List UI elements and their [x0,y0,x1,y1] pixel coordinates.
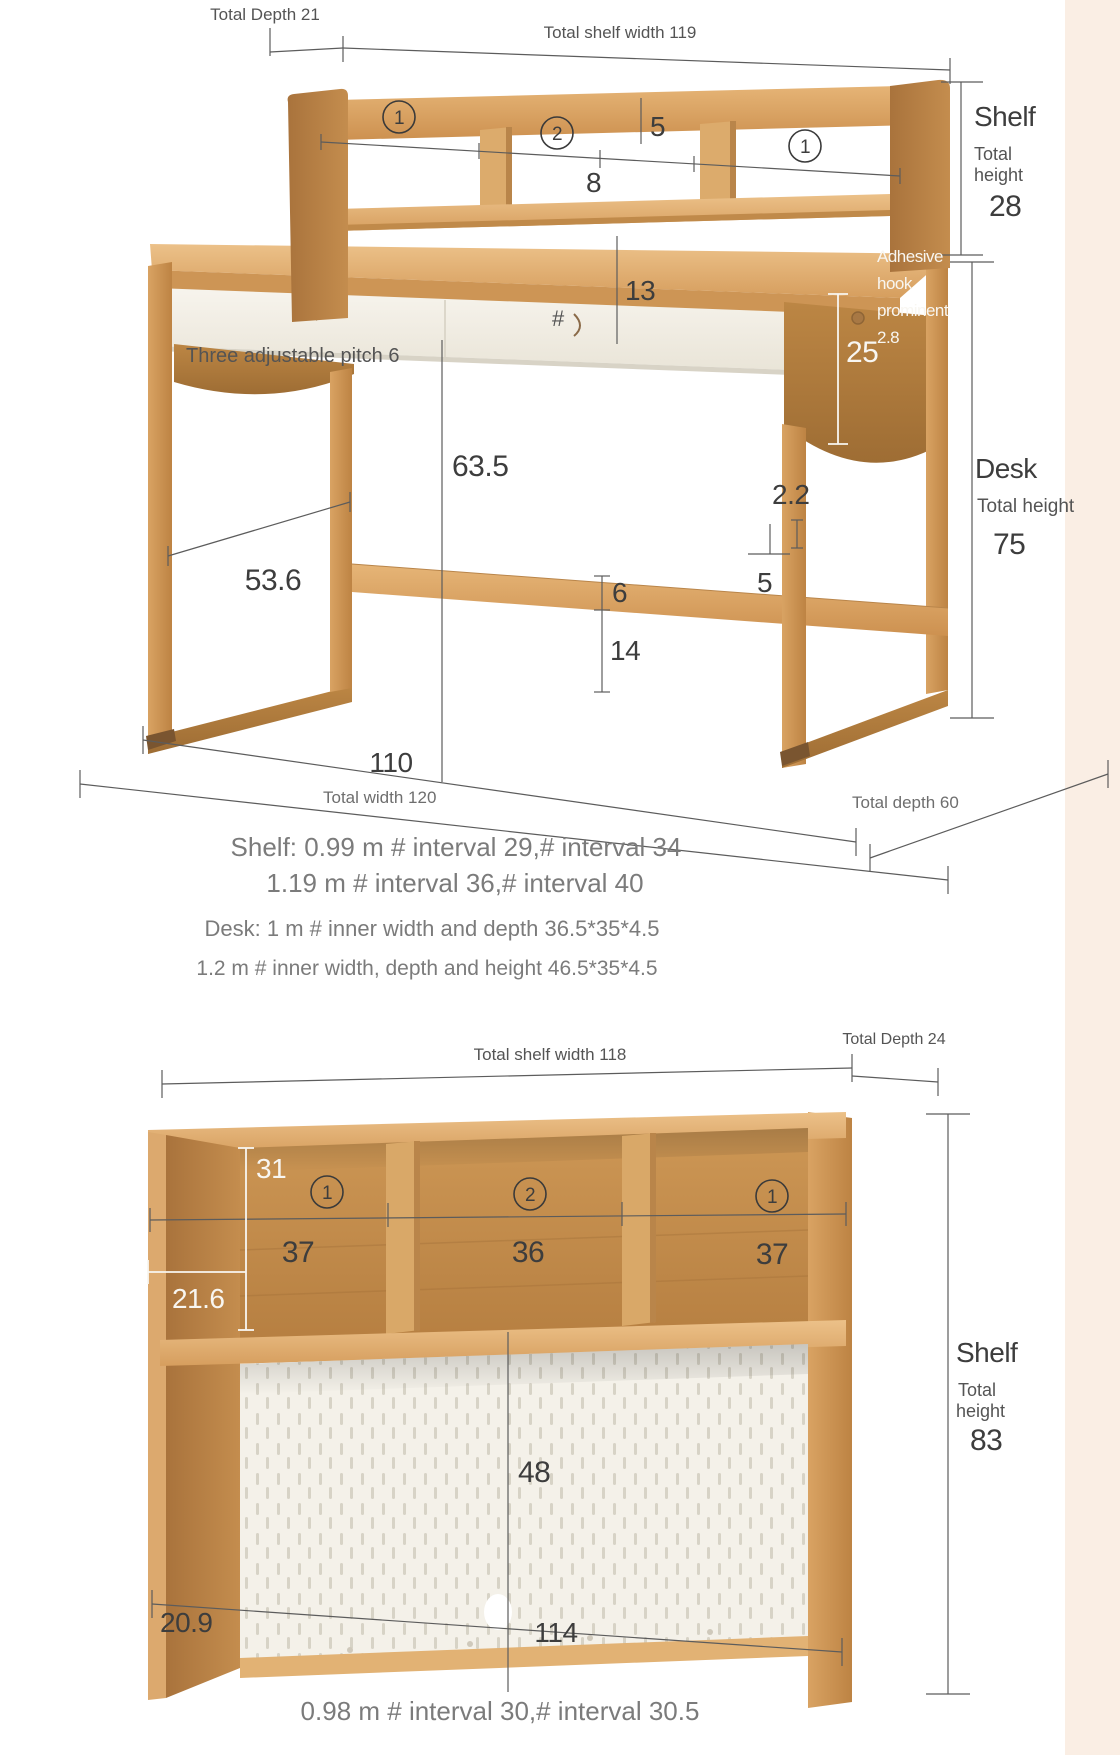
desk-side-panel [784,302,934,463]
compartment-number: 2 [524,1185,536,1206]
shelf-title: Shelf [974,101,1036,132]
pegboard-pin-hole [587,1635,593,1641]
desk-title: Desk [975,453,1037,484]
shelf-illustration [148,1112,852,1708]
dim-left-depth: 21.6 [172,1283,225,1314]
shelf-height-value: 83 [970,1424,1003,1457]
dim-width-2: 36 [511,1236,545,1269]
hutch-divider-shade [506,127,512,213]
total-width-label: Total width 120 [323,788,437,807]
dim-divider-gap: 5 [650,111,666,142]
dim-width-1: 37 [281,1236,315,1269]
shelf-right-panel [808,1112,852,1708]
compartment-number: 1 [799,137,811,158]
pegboard-holes [240,1344,808,1674]
pitch-note: Three adjustable pitch 6 [186,345,400,367]
hook-note-line: hook [877,274,912,293]
desk-left-leg [148,262,172,754]
note-line: Shelf: 0.99 m # interval 29,# interval 34 [230,832,682,862]
dim-apron-thickness: 2.2 [772,479,810,510]
desk-left-inner-leg [330,368,352,692]
compartment-number: 1 [766,1187,778,1208]
dim-inner-width: 114 [534,1617,578,1648]
shelf-divider-shade [650,1133,656,1323]
hook-note-line: 2.8 [877,328,900,347]
hutch-top-rail [336,85,950,140]
dim-stretcher-height: 6 [612,577,628,608]
note-line: Desk: 1 m # inner width and depth 36.5*35*4.5 [204,916,660,941]
shelf-note: 0.98 m # interval 30,# interval 30.5 [300,1696,700,1726]
notes-block [196,832,681,980]
dim-stretcher-offset: 5 [757,567,773,598]
hutch-divider-shade [730,121,736,203]
hook-note-line: prominent [877,301,949,320]
total-shelf-width-label: Total shelf width 118 [473,1045,627,1064]
note-line: 1.19 m # interval 36,# interval 40 [266,868,644,898]
compartment-number: 2 [551,124,563,145]
shelf-divider-shade [414,1141,420,1331]
desk-total-height-label: Total height [977,496,1075,517]
note-line: 1.2 m # inner width, depth and height 46.5*35*4.5 [196,957,658,980]
dim-shelf-clearance: 13 [625,275,656,306]
compartment-marker [789,130,821,162]
total-depth-label: Total Depth 21 [210,5,320,24]
dim-leg-clearance: 63.5 [452,450,509,483]
shelf-height-value: 28 [989,190,1022,223]
dim-side-offset: 20.9 [160,1607,213,1638]
total-depth-bottom-label: Total depth 60 [852,793,959,812]
pegboard-pin-hole [467,1641,473,1647]
pegboard-pin-hole [347,1647,353,1653]
drawer-mark-right: # [552,306,565,331]
desk-front-right-leg [782,424,806,768]
shelf-height-label: height [974,165,1024,185]
shelf-title: Shelf [956,1337,1018,1368]
dim-left-height: 31 [256,1153,287,1184]
dim-panel-height: 25 [846,336,879,369]
shelf-diagram [148,1031,1018,1726]
shelf-total-label: Total [974,144,1013,164]
dim-back-gap: 8 [586,167,602,198]
desk-dimensions [80,5,1108,894]
dim-floor-gap: 14 [610,635,641,666]
total-depth-label: Total Depth 24 [842,1031,946,1048]
dim-pegboard-height: 48 [518,1456,551,1489]
compartment-number: 1 [321,1183,333,1204]
desk-left-foot [148,686,352,754]
shelf-total-label: Total [958,1380,997,1400]
dim-width-3: 37 [755,1238,789,1271]
side-strip [1065,0,1120,1755]
desk-illustration [146,80,950,768]
pegboard-pin-hole [707,1629,713,1635]
desk-height-value: 75 [993,528,1026,561]
hutch-left-panel [288,89,348,322]
desk-diagram [80,5,1108,894]
dim-inner-width: 110 [369,747,413,778]
hook-icon [852,312,864,324]
shelf-height-label: height [956,1401,1006,1421]
total-shelf-width-label: Total shelf width 119 [543,23,697,42]
hook-note-line: Adhesive [877,247,943,266]
compartment-number: 1 [393,108,405,129]
dim-leg-depth: 53.6 [244,564,302,597]
